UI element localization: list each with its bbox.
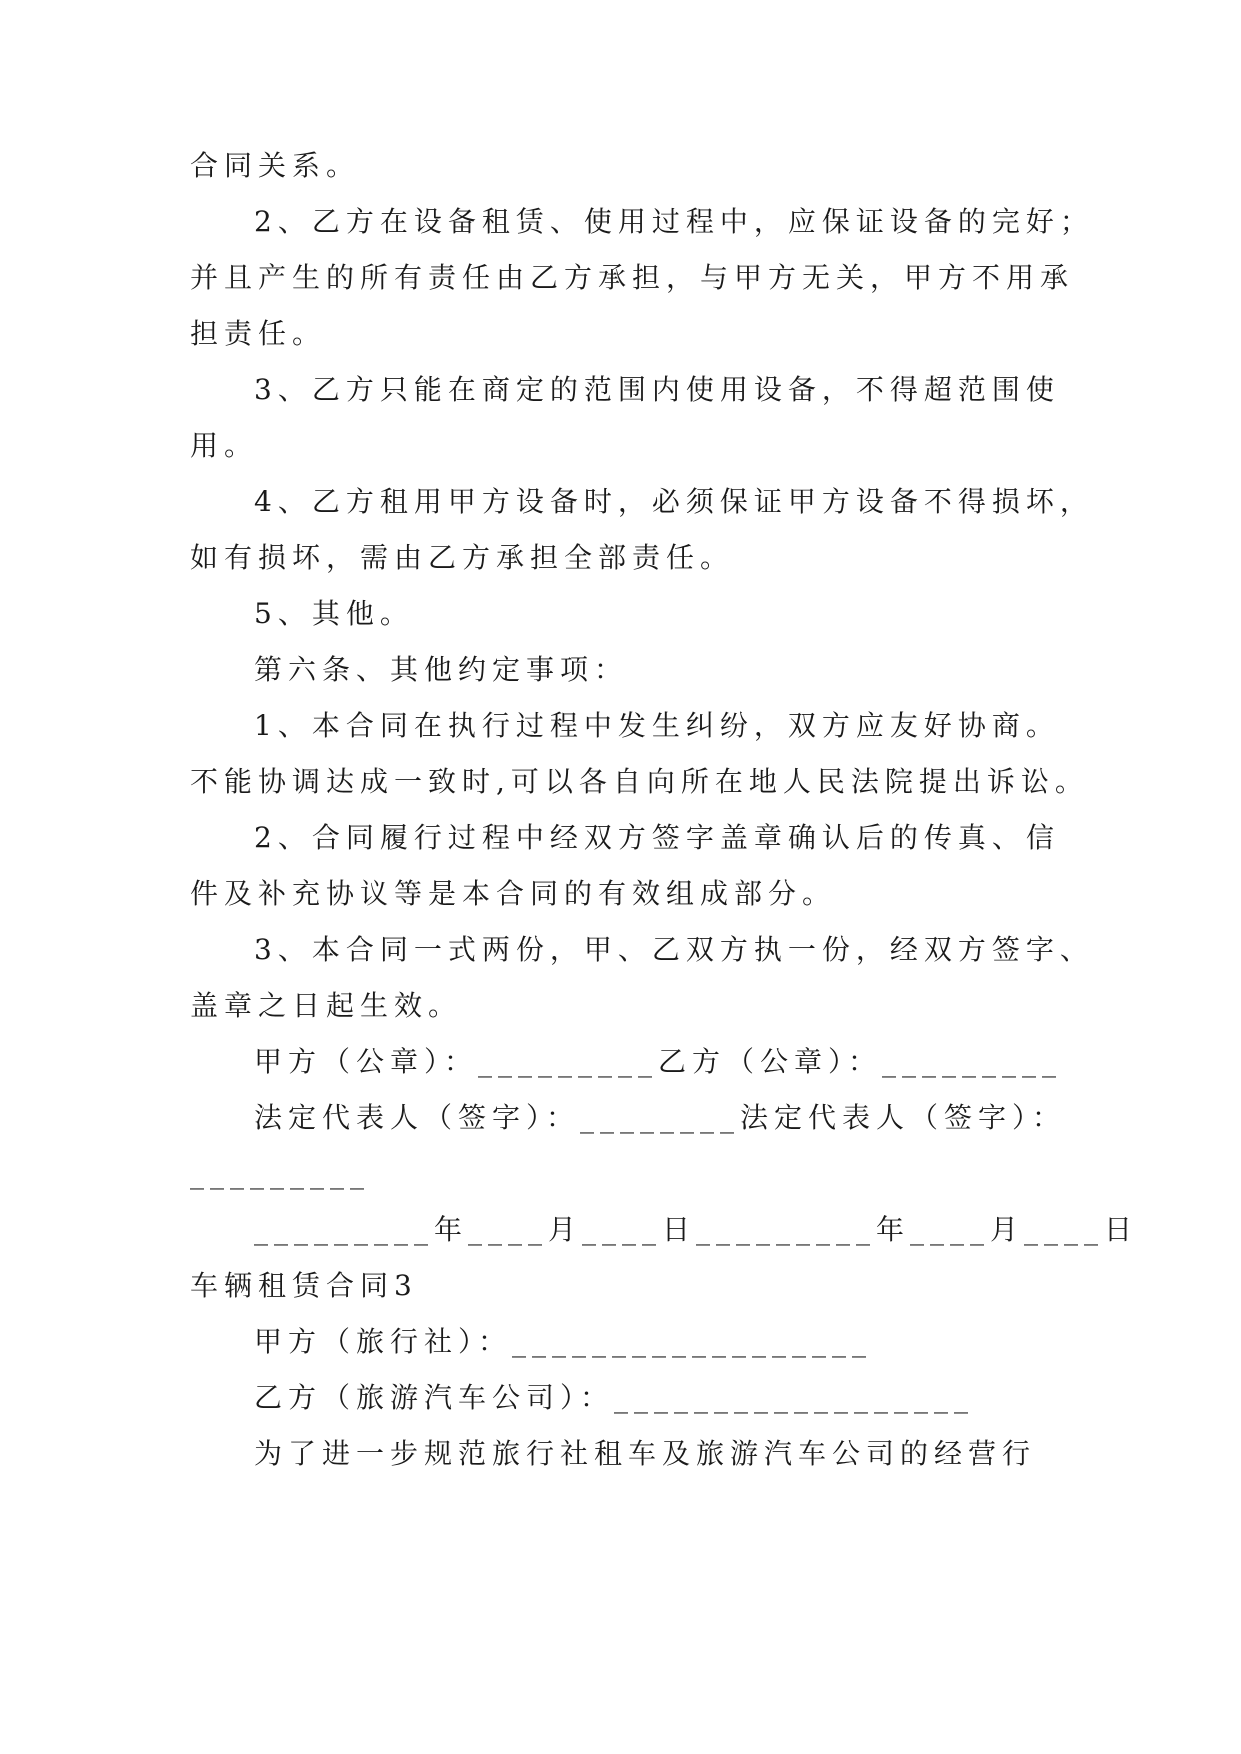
- party-a-line: 甲方（旅行社）：__________________: [254, 1325, 873, 1358]
- paragraph-line: 不能协调达成一致时,可以各自向所在地人民法院提出诉讼。: [190, 765, 1089, 798]
- paragraph-line: 盖章之日起生效。: [190, 989, 463, 1022]
- paragraph-line: 为了进一步规范旅行社租车及旅游汽车公司的经营行: [254, 1437, 1037, 1470]
- paragraph-line: 用。: [190, 429, 259, 462]
- paragraph-line: 5、其他。: [254, 597, 414, 630]
- date-line: _________年____月____日_________年____月____日: [254, 1213, 1139, 1246]
- paragraph-line: 件及补充协议等是本合同的有效组成部分。: [190, 877, 837, 910]
- paragraph-line: 担责任。: [190, 317, 327, 350]
- paragraph-line: 并且产生的所有责任由乙方承担，与甲方无关，甲方不用承: [190, 261, 1075, 294]
- paragraph-line: 3、本合同一式两份，甲、乙双方执一份，经双方签字、: [254, 933, 1094, 966]
- paragraph-line: 4、乙方租用甲方设备时，必须保证甲方设备不得损坏，: [254, 485, 1094, 518]
- signature-line: 法定代表人（签字）：________法定代表人（签字）：: [254, 1101, 1067, 1134]
- party-b-line: 乙方（旅游汽车公司）：__________________: [254, 1381, 975, 1414]
- paragraph-line: 合同关系。: [190, 149, 361, 182]
- paragraph-line: 2、乙方在设备租赁、使用过程中，应保证设备的完好；: [254, 205, 1094, 238]
- paragraph-line: 如有损坏，需由乙方承担全部责任。: [190, 541, 735, 574]
- signature-blank: _________: [190, 1157, 370, 1190]
- paragraph-line: 2、合同履行过程中经双方签字盖章确认后的传真、信: [254, 821, 1060, 854]
- contract-title: 车辆租赁合同3: [190, 1269, 418, 1302]
- section-heading: 第六条、其他约定事项：: [254, 653, 629, 686]
- paragraph-line: 3、乙方只能在商定的范围内使用设备，不得超范围使: [254, 373, 1060, 406]
- paragraph-line: 1、本合同在执行过程中发生纠纷，双方应友好协商。: [254, 709, 1060, 742]
- seal-line: 甲方（公章）：_________乙方（公章）：_________: [254, 1045, 1063, 1078]
